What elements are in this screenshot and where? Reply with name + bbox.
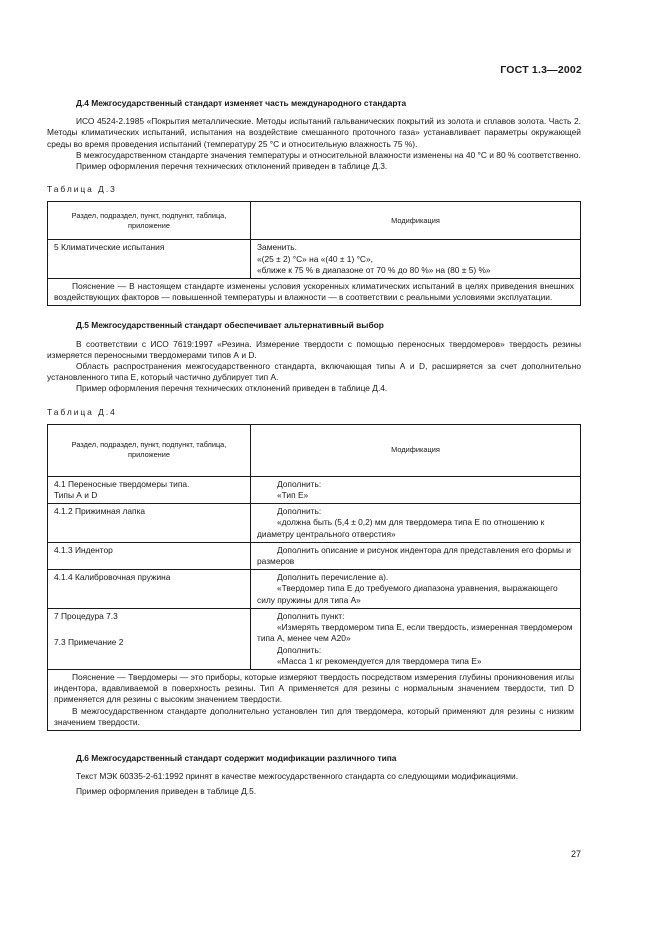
section-d4-paragraph-1: ИСО 4524-2.1985 «Покрытия металлические. Методы испытаний гальванических покрытий из золота и сплавов золота. Часть 2. Методы климатических испытаний, испытания на воздействие смешанного проточного газа» устанавливает параметры окружающей среды во время проведения испытаний (температуру 25 °С и относительную влажность 75 %).	[47, 116, 581, 149]
mod-line: «должна быть (5,4 ± 0,2) мм для твердомера типа Е по отношению к диаметру центрального отверстия»	[257, 517, 545, 539]
table-d3	[47, 201, 581, 306]
mod-line: Дополнить описание и рисунок индентора для представления его формы и размеров	[257, 544, 571, 567]
table-d4-header-modification: Модификация	[251, 424, 581, 476]
note-paragraph: Пояснение — Твердомеры — это приборы, которые измеряют твердость посредством измерения глубины проникновения иглы индентора, вдавливаемой в поверхность резины. Тип А применяется для резины с нормальным значением твердости, тип D применяется для резины с высоким значением твердости.	[54, 671, 574, 705]
document-body	[47, 98, 581, 798]
section-d5-paragraph-1: В соответствии с ИСО 7619:1997 «Резина. Измерение твердости с помощью переносных твердомеров» твердость резины измеряется переносными твердомерами типов А и D.	[47, 338, 581, 360]
document-code: ГОСТ 1.3—2002	[500, 64, 582, 76]
mod-line: Дополнить:	[277, 506, 322, 517]
table-d4-row-modification	[251, 570, 581, 609]
table-d4-caption: Таблица Д.4	[47, 406, 117, 417]
table-d3-header-section: Раздел, подраздел, пункт, подпункт, таблица, приложение	[48, 202, 251, 240]
table-d4-note	[48, 669, 581, 730]
table-d4-row-modification	[251, 504, 581, 543]
mod-line: «Измерять твердомером типа Е, если твердость, измеренная твердомером типа А, менее чем А20»	[257, 622, 573, 644]
section-d6-title: Д.6 Межгосударственный стандарт содержит модификации различного типа	[76, 752, 397, 763]
table-row	[48, 476, 581, 503]
mod-line: «ближе к 75 % в диапазоне от 70 % до 80 %» на (80 ± 5) %»	[257, 264, 491, 275]
table-d4-row-section: 4.1.4 Калибровочная пружина	[48, 570, 251, 609]
table-d3-note-row	[48, 279, 581, 306]
section-line: Типы А и D	[54, 490, 98, 501]
section-d5-paragraph-2: Область распространения межгосударственного стандарта, включающая типы А и D, расширяется за счет дополнительно установленного типа Е, который частично дублирует тип А.	[47, 361, 581, 383]
table-d4-row-section	[48, 608, 251, 669]
table-row	[48, 504, 581, 543]
table-d4	[47, 424, 581, 731]
table-d4-note-row	[48, 669, 581, 730]
table-d3-row-section: 5 Климатические испытания	[48, 240, 251, 279]
table-d3-note	[48, 279, 581, 306]
section-line: 7 Процедура 7.3	[54, 610, 118, 621]
table-d4-row-section: 4.1.2 Прижимная лапка	[48, 504, 251, 543]
note-paragraph: В межгосударственном стандарте дополнительно установлен тип для твердомера, который применяют для резины с низким значением твердости.	[54, 705, 574, 727]
section-d5-title: Д.5 Межгосударственный стандарт обеспечивает альтернативный выбор	[76, 320, 384, 331]
table-row	[48, 570, 581, 609]
mod-line: Дополнить перечисление а).	[277, 572, 389, 583]
table-d3-row-modification	[251, 240, 581, 279]
mod-line: «(25 ± 2) °С» на «(40 ± 1) °С»,	[257, 253, 373, 264]
table-d4-header-section: Раздел, подраздел, пункт, подпункт, таблица, приложение	[48, 424, 251, 476]
note-paragraph: Пояснение — В настоящем стандарте изменены условия ускоренных климатических испытаний в целях приведения внешних воздействующих факторов — повышенной температуры и влажности — в соответствии с реальными условиями эксплуатации.	[54, 281, 574, 303]
mod-line: Дополнить пункт:	[277, 610, 345, 621]
section-d4-title: Д.4 Межгосударственный стандарт изменяет часть международного стандарта	[76, 98, 407, 108]
section-line: 7.3 Примечание 2	[54, 637, 124, 648]
table-d4-row-section	[48, 476, 251, 503]
mod-line: «Масса 1 кг рекомендуется для твердомера типа Е»	[277, 655, 482, 666]
section-d6-paragraph-2: Пример оформления приведен в таблице Д.5.	[76, 786, 257, 797]
section-d4-paragraph-2: В межгосударственном стандарте значения температуры и относительной влажности изменены на 40 °С и 80 % соответственно.	[76, 149, 581, 160]
table-d4-row-modification	[251, 608, 581, 669]
table-d4-row-section: 4.1.3 Индентор	[48, 542, 251, 569]
mod-line: Заменить.	[257, 242, 297, 253]
mod-line: Дополнить:	[277, 644, 322, 655]
table-row	[48, 542, 581, 569]
mod-line: «Тип Е»	[277, 490, 309, 501]
table-row	[48, 240, 581, 279]
section-line: 4.1 Переносные твердомеры типа.	[54, 478, 190, 489]
table-d4-row-modification	[251, 476, 581, 503]
table-row	[48, 608, 581, 669]
section-d4-paragraph-3: Пример оформления перечня технических отклонений приведен в таблице Д.3.	[76, 161, 388, 172]
mod-line: Дополнить:	[277, 478, 322, 489]
table-d4-row-modification	[251, 542, 581, 569]
table-d3-caption: Таблица Д.3	[47, 184, 117, 195]
section-d6-paragraph-1: Текст МЭК 60335-2-61:1992 принят в качестве межгосударственного стандарта со следующими модификациями.	[76, 771, 519, 782]
table-d3-header-modification: Модификация	[251, 202, 581, 240]
section-d5-paragraph-3: Пример оформления перечня технических отклонений приведен в таблице Д.4.	[76, 383, 388, 394]
mod-line: «Твердомер типа Е до требуемого диапазона уравнения, выражающего силу пружины для типа А»	[257, 583, 558, 605]
page-number: 27	[570, 849, 581, 859]
